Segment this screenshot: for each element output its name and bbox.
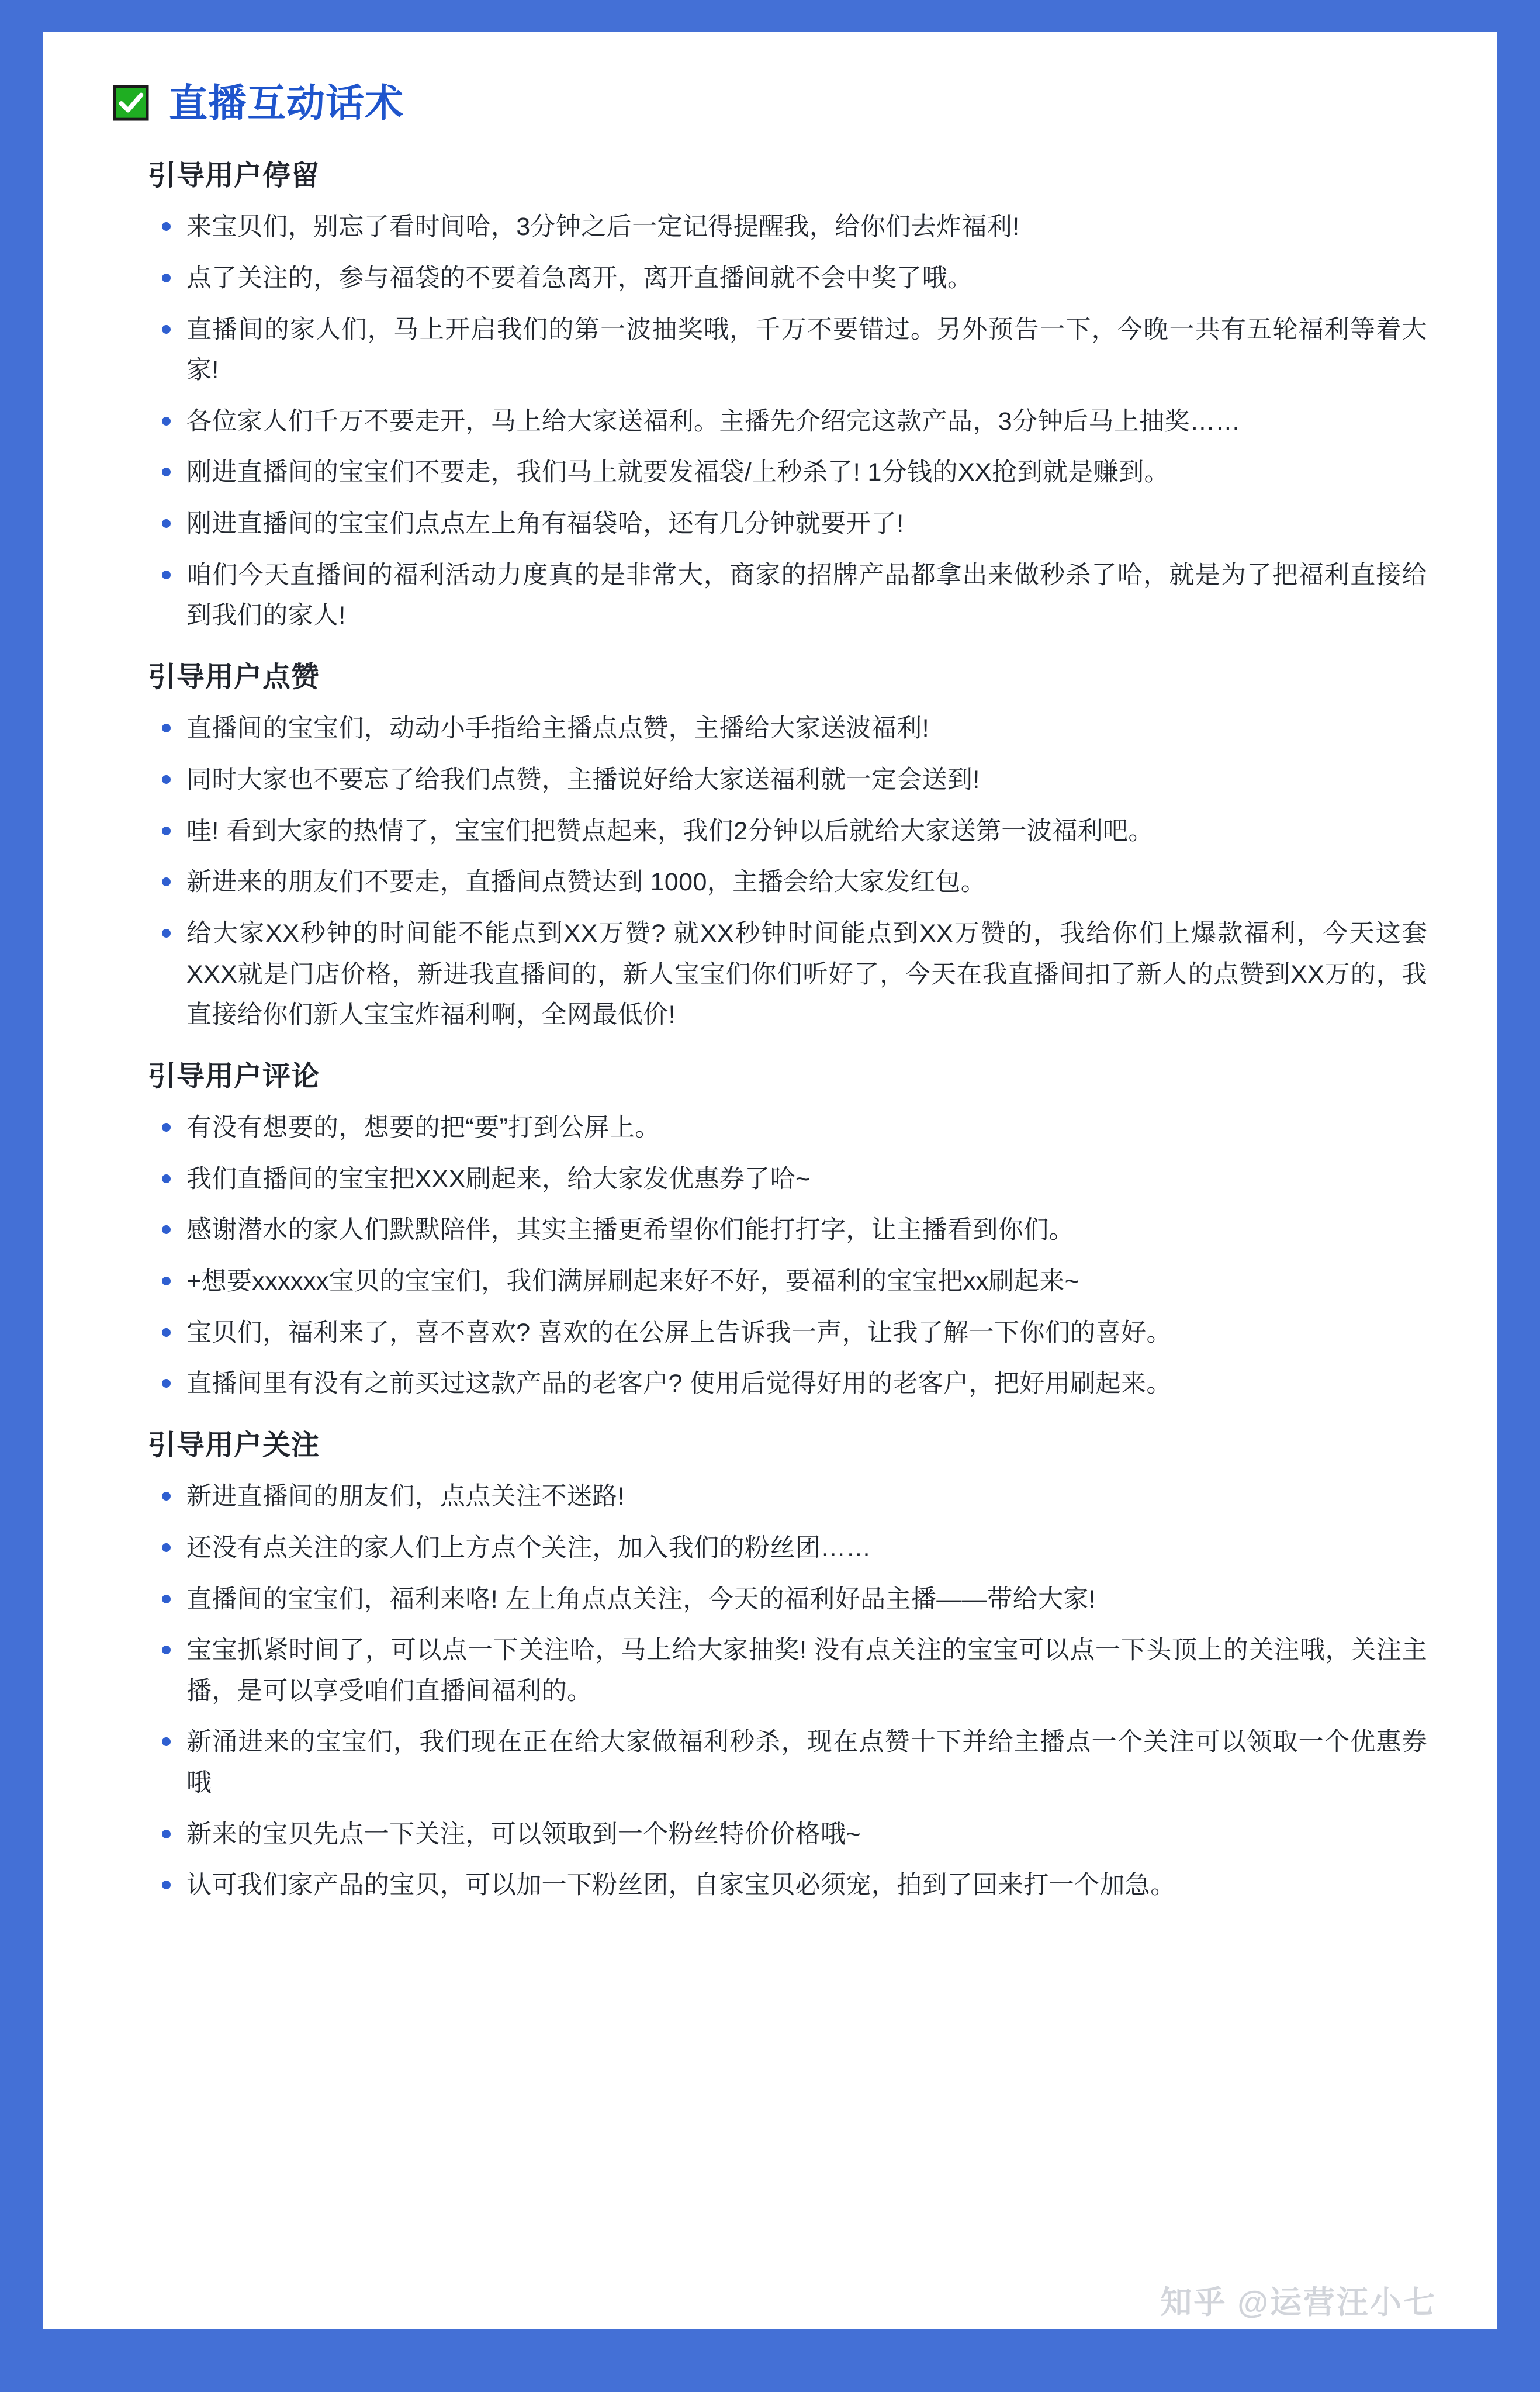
section-heading: 引导用户评论 [148,1060,320,1092]
list-item: 还没有点关注的家人们上方点个关注，加入我们的粉丝团…… [113,1528,1427,1569]
list-item: 有没有想要的，想要的把“要”打到公屏上。 [113,1108,1427,1149]
list-item: 认可我们家产品的宝贝，可以加一下粉丝团，自家宝贝必须宠，拍到了回来打一个加急。 [113,1865,1427,1906]
section-heading: 引导用户点赞 [148,662,320,693]
bullet-list [113,1108,1427,1405]
list-item: 来宝贝们，别忘了看时间哈，3分钟之后一定记得提醒我，给你们去炸福利! [113,207,1427,248]
document-page [43,32,1497,2329]
list-item: 咱们今天直播间的福利活动力度真的是非常大，商家的招牌产品都拿出来做秒杀了哈，就是为了把福利直接给到我们的家人! [113,555,1427,637]
section [113,156,1427,637]
list-item: 新涌进来的宝宝们，我们现在正在给大家做福利秒杀，现在点赞十下并给主播点一个关注可以领取一个优惠券哦 [113,1722,1427,1803]
list-item: 同时大家也不要忘了给我们点赞，主播说好给大家送福利就一定会送到! [113,760,1427,801]
list-item: 新进直播间的朋友们，点点关注不迷路! [113,1477,1427,1518]
list-item: 我们直播间的宝宝把XXX刷起来，给大家发优惠券了哈~ [113,1159,1427,1200]
list-item: 新进来的朋友们不要走，直播间点赞达到 1000，主播会给大家发红包。 [113,862,1427,903]
section-heading: 引导用户停留 [148,160,320,191]
list-item: 直播间的家人们，马上开启我们的第一波抽奖哦，千万不要错过。另外预告一下，今晚一共有五轮福利等着大家! [113,310,1427,391]
list-item: 各位家人们千万不要走开，马上给大家送福利。主播先介绍完这款产品，3分钟后马上抽奖…… [113,402,1427,443]
list-item: 宝贝们，福利来了，喜不喜欢? 喜欢的在公屏上告诉我一声，让我了解一下你们的喜好。 [113,1313,1427,1354]
bullet-list [113,1477,1427,1906]
list-item: 新来的宝贝先点一下关注，可以领取到一个粉丝特价价格哦~ [113,1814,1427,1855]
page-title-text: 直播互动话术 [169,81,404,125]
bullet-list [113,207,1427,637]
sections-container [113,156,1427,1906]
section [113,658,1427,1036]
list-item: 直播间的宝宝们，动动小手指给主播点点赞，主播给大家送波福利! [113,708,1427,749]
list-item: 直播间里有没有之前买过这款产品的老客户? 使用后觉得好用的老客户，把好用刷起来。 [113,1364,1427,1405]
watermark: 知乎 @运营汪小七 [1160,2285,1437,2320]
section [113,1057,1427,1405]
green-check-box-icon [113,85,149,121]
document-content [43,32,1497,1906]
list-item: 直播间的宝宝们，福利来咯! 左上角点点关注，今天的福利好品主播——带给大家! [113,1579,1427,1620]
list-item: +想要xxxxxx宝贝的宝宝们，我们满屏刷起来好不好，要福利的宝宝把xx刷起来~ [113,1261,1427,1302]
list-item: 哇! 看到大家的热情了，宝宝们把赞点起来，我们2分钟以后就给大家送第一波福利吧。 [113,811,1427,852]
list-item: 宝宝抓紧时间了，可以点一下关注哈，马上给大家抽奖! 没有点关注的宝宝可以点一下头顶上的关注哦，关注主播，是可以享受咱们直播间福利的。 [113,1630,1427,1712]
section [113,1426,1427,1906]
bullet-list [113,708,1427,1036]
section-heading: 引导用户关注 [148,1430,320,1461]
list-item: 感谢潜水的家人们默默陪伴，其实主播更希望你们能打打字，让主播看到你们。 [113,1210,1427,1251]
list-item: 刚进直播间的宝宝们不要走，我们马上就要发福袋/上秒杀了! 1分钱的XX抢到就是赚到。 [113,452,1427,493]
list-item: 刚进直播间的宝宝们点点左上角有福袋哈，还有几分钟就要开了! [113,504,1427,545]
page-title [113,81,1427,125]
list-item: 给大家XX秒钟的时间能不能点到XX万赞? 就XX秒钟时间能点到XX万赞的，我给你们上爆款福利，今天这套XXX就是门店价格，新进我直播间的，新人宝宝们你们听好了，今天在我直播间扣了新人的点赞到XX万的，我直接给你们新人宝宝炸福利啊，全网最低价! [113,914,1427,1036]
list-item: 点了关注的，参与福袋的不要着急离开，离开直播间就不会中奖了哦。 [113,258,1427,299]
